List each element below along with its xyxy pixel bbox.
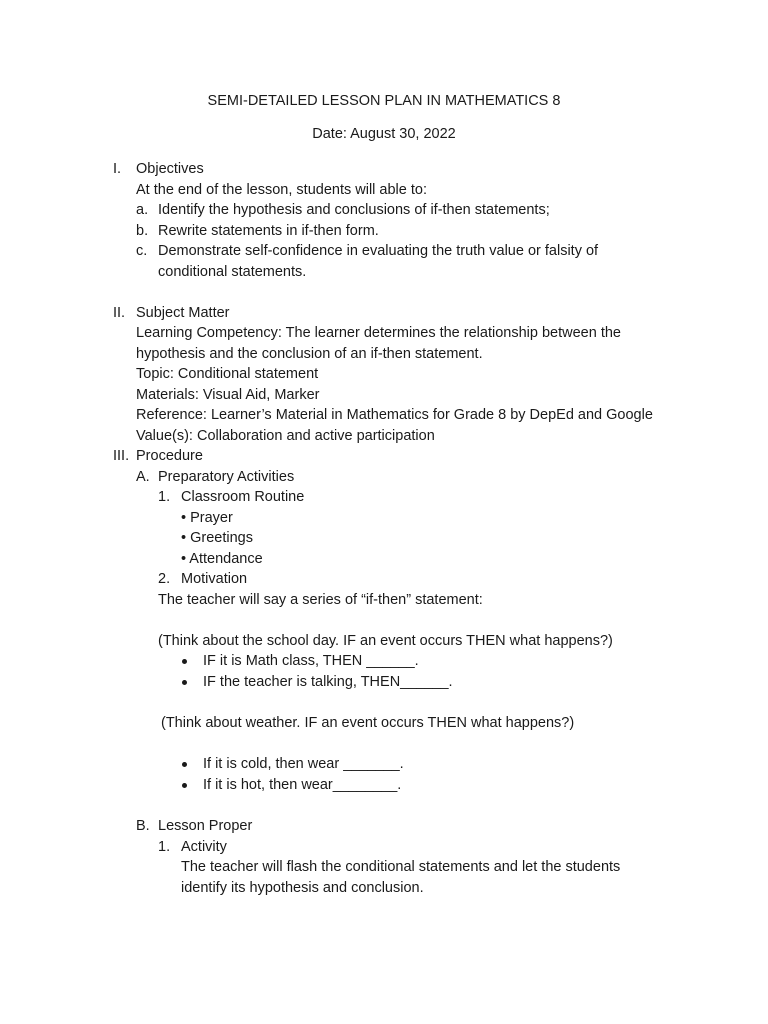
document-title: SEMI-DETAILED LESSON PLAN IN MATHEMATICS 8 bbox=[207, 93, 561, 109]
objective-item: Identify the hypothesis and conclusions of if-then statements; bbox=[158, 202, 550, 218]
bullet-dot bbox=[182, 680, 187, 685]
objective-item-continued: conditional statements. bbox=[158, 264, 307, 280]
motivation-bullet: IF the teacher is talking, THEN______. bbox=[203, 674, 453, 690]
routine-item: • Prayer bbox=[181, 510, 233, 526]
document-date: Date: August 30, 2022 bbox=[312, 126, 456, 142]
objective-item: Demonstrate self-confidence in evaluating the truth value or falsity of bbox=[158, 243, 599, 259]
section-numeral: I. bbox=[113, 161, 122, 177]
bullet-dot bbox=[182, 762, 187, 767]
motivation-prompt: (Think about weather. IF an event occurs THEN what happens?) bbox=[161, 715, 575, 731]
section-heading-subject-matter: Subject Matter bbox=[136, 305, 230, 321]
list-marker: b. bbox=[136, 223, 149, 239]
list-marker: c. bbox=[136, 243, 148, 259]
section-numeral: II. bbox=[113, 305, 126, 321]
subject-line: hypothesis and the conclusion of an if-then statement. bbox=[136, 346, 483, 362]
list-marker: 1. bbox=[158, 839, 171, 855]
activity-line: identify its hypothesis and conclusion. bbox=[181, 880, 424, 896]
subject-line: Reference: Learner’s Material in Mathematics for Grade 8 by DepEd and Google bbox=[136, 407, 653, 423]
subject-line: Learning Competency: The learner determines the relationship between the bbox=[136, 325, 621, 341]
activity-line: The teacher will flash the conditional statements and let the students bbox=[181, 859, 621, 875]
step-heading-routine: Classroom Routine bbox=[181, 489, 305, 505]
motivation-bullet: IF it is Math class, THEN ______. bbox=[203, 653, 419, 669]
motivation-intro: The teacher will say a series of “if-then” statement: bbox=[158, 592, 483, 608]
list-marker: 1. bbox=[158, 489, 171, 505]
routine-item: • Attendance bbox=[181, 551, 263, 567]
section-numeral: III. bbox=[113, 448, 130, 464]
objective-item: Rewrite statements in if-then form. bbox=[158, 223, 379, 239]
list-marker: B. bbox=[136, 818, 150, 834]
bullet-dot bbox=[182, 659, 187, 664]
motivation-prompt: (Think about the school day. IF an event occurs THEN what happens?) bbox=[158, 633, 613, 649]
list-marker: A. bbox=[136, 469, 150, 485]
subject-line: Topic: Conditional statement bbox=[136, 366, 319, 382]
subject-line: Materials: Visual Aid, Marker bbox=[136, 387, 320, 403]
motivation-bullet: If it is hot, then wear________. bbox=[203, 777, 402, 793]
part-heading-preparatory: Preparatory Activities bbox=[158, 469, 295, 485]
list-marker: a. bbox=[136, 202, 149, 218]
section-heading-objectives: Objectives bbox=[136, 161, 204, 177]
part-heading-lesson-proper: Lesson Proper bbox=[158, 818, 253, 834]
list-marker: 2. bbox=[158, 571, 171, 587]
objectives-intro: At the end of the lesson, students will able to: bbox=[136, 182, 427, 198]
step-heading-activity: Activity bbox=[181, 839, 227, 855]
section-heading-procedure: Procedure bbox=[136, 448, 203, 464]
subject-line: Value(s): Collaboration and active participation bbox=[136, 428, 435, 444]
motivation-bullet: If it is cold, then wear _______. bbox=[203, 756, 404, 772]
bullet-dot bbox=[182, 783, 187, 788]
routine-item: • Greetings bbox=[181, 530, 253, 546]
step-heading-motivation: Motivation bbox=[181, 571, 248, 587]
